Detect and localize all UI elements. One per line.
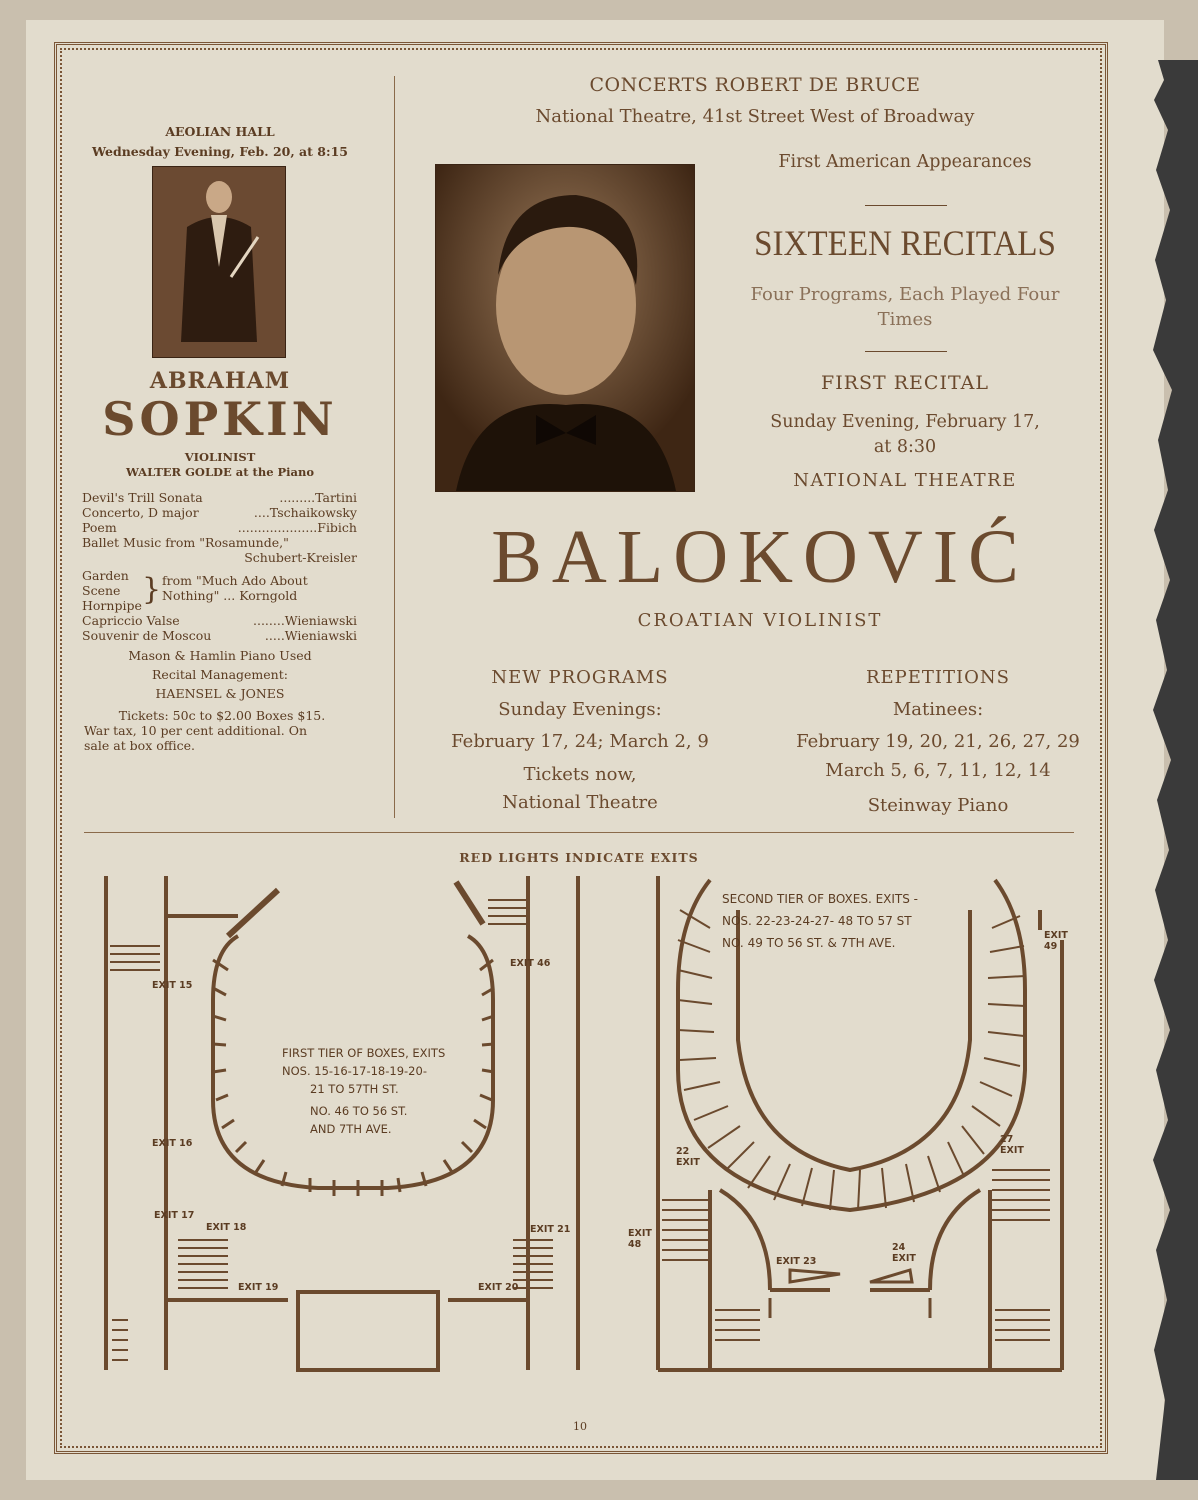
column-divider — [394, 76, 395, 818]
sopkin-piano: Mason & Hamlin Piano Used — [128, 648, 312, 663]
repetitions-title: REPETITIONS — [865, 667, 1010, 688]
exit-label: EXIT 20 — [478, 1282, 519, 1293]
sixteen-recitals-headline: SIXTEEN RECITALS — [754, 223, 1056, 263]
much-ado-line: Nothing" ... Korngold — [162, 588, 298, 603]
new-programs — [420, 662, 740, 816]
sopkin-management: HAENSEL & JONES — [155, 686, 285, 701]
divider — [865, 205, 947, 206]
program-composer: ........Wieniawski — [253, 613, 357, 628]
sopkin-last-name: SOPKIN — [102, 392, 338, 446]
sopkin-tickets-block — [84, 708, 360, 753]
sopkin-venue-block — [80, 122, 360, 162]
second-tier-line: NOS. 22-23-24-27- 48 TO 57 ST — [722, 914, 912, 928]
program-work: Capriccio Valse — [82, 613, 180, 628]
recital-date-2: at 8:30 — [873, 437, 937, 457]
first-recital: FIRST RECITAL — [821, 372, 989, 394]
first-tier-line: FIRST TIER OF BOXES, EXITS — [282, 1046, 446, 1060]
first-tier-line: 21 TO 57TH ST. — [310, 1082, 399, 1096]
exit-label: EXIT 18 — [206, 1222, 247, 1233]
exit-label: EXIT 21 — [530, 1224, 571, 1235]
first-appearances: First American Appearances — [778, 152, 1032, 172]
brace-icon: } — [142, 572, 162, 607]
page-number: 10 — [573, 1420, 587, 1433]
first-tier-line: NOS. 15-16-17-18-19-20- — [282, 1064, 427, 1078]
exit-label: 24 EXIT — [892, 1242, 916, 1264]
first-tier-note — [282, 1044, 462, 1138]
sopkin-first-name: ABRAHAM — [149, 368, 291, 394]
sopkin-tax-2: sale at box office. — [84, 738, 196, 753]
program-work: Poem — [82, 520, 117, 535]
program-row — [82, 505, 357, 520]
balokovic-name: BALOKOVIĆ — [491, 515, 1029, 599]
repetitions-1: Matinees: — [892, 699, 984, 720]
balokovic-venue: National Theatre, 41st Street West of Broadway — [535, 106, 975, 127]
balokovic-role: CROATIAN VIOLINIST — [637, 610, 883, 631]
exit-label: EXIT 49 — [1044, 930, 1068, 952]
new-programs-1: Sunday Evenings: — [498, 699, 662, 720]
garden-labels — [82, 568, 142, 613]
sopkin-accompanist: WALTER GOLDE at the Piano — [125, 465, 315, 479]
recital-date-1: Sunday Evening, February 17, — [770, 412, 1040, 432]
program-composer: ....................Fibich — [237, 520, 357, 535]
program-work: Souvenir de Moscou — [82, 628, 212, 643]
exit-label: EXIT 15 — [152, 980, 193, 991]
sopkin-management-label: Recital Management: — [152, 667, 288, 682]
exit-label: 22 EXIT — [676, 1146, 700, 1168]
second-tier-line: SECOND TIER OF BOXES. EXITS - — [722, 892, 919, 906]
program-row — [82, 613, 357, 628]
tickets-2: National Theatre — [502, 792, 658, 813]
program-row — [82, 520, 357, 535]
balokovic-presenter: CONCERTS ROBERT DE BRUCE — [589, 74, 921, 96]
exit-label: EXIT 48 — [628, 1228, 652, 1250]
sopkin-tickets: Tickets: 50c to $2.00 Boxes $15. — [118, 708, 326, 723]
section-divider — [84, 832, 1074, 833]
subhead-1: Four Programs, Each Played Four — [750, 284, 1060, 305]
exit-label: EXIT 46 — [510, 958, 551, 969]
subhead-2: Times — [877, 309, 933, 330]
sopkin-date: Wednesday Evening, Feb. 20, at 8:15 — [92, 144, 348, 159]
program-row — [82, 490, 357, 505]
repetitions-3: March 5, 6, 7, 11, 12, 14 — [825, 760, 1051, 781]
first-tier-line: NO. 46 TO 56 ST. — [310, 1104, 408, 1118]
exit-label: EXIT 17 — [154, 1210, 195, 1221]
sopkin-venue: AEOLIAN HALL — [165, 124, 275, 139]
sopkin-program — [82, 490, 357, 643]
much-ado-line: from "Much Ado About — [162, 573, 308, 588]
garden-line: Garden — [82, 568, 129, 583]
second-tier-note — [722, 888, 1002, 954]
program-work: Devil's Trill Sonata — [82, 490, 203, 505]
new-programs-2: February 17, 24; March 2, 9 — [451, 731, 709, 752]
much-ado — [162, 568, 357, 613]
subhead-block — [730, 282, 1080, 332]
sopkin-footer — [80, 646, 360, 703]
program-garden-group — [82, 568, 357, 613]
recital-date — [730, 410, 1080, 460]
divider — [865, 351, 947, 352]
repetitions-2: February 19, 20, 21, 26, 27, 29 — [796, 731, 1080, 752]
exit-label: 27 EXIT — [1000, 1134, 1024, 1156]
sopkin-tax-1: War tax, 10 per cent additional. On — [84, 723, 308, 738]
recital-venue: NATIONAL THEATRE — [793, 470, 1017, 491]
exit-label: EXIT 19 — [238, 1282, 279, 1293]
sopkin-role-block — [80, 450, 360, 480]
torn-edge — [1150, 60, 1198, 1480]
program-work: Ballet Music from "Rosamunde," — [82, 535, 289, 550]
exit-label: EXIT 16 — [152, 1138, 193, 1149]
program-composer: ....Tschaikowsky — [253, 505, 357, 520]
sopkin-role: VIOLINIST — [184, 450, 256, 464]
balokovic-piano: Steinway Piano — [867, 795, 1009, 816]
second-tier-line: NO. 49 TO 56 ST. & 7TH AVE. — [722, 936, 896, 950]
repetitions — [780, 662, 1096, 828]
program-composer: Schubert-Kreisler — [244, 550, 357, 565]
program-row — [82, 628, 357, 643]
sopkin-photo — [152, 166, 286, 358]
balokovic-photo — [435, 164, 695, 492]
plans-title: RED LIGHTS INDICATE EXITS — [459, 850, 699, 865]
garden-line: Scene — [82, 583, 121, 598]
garden-line: Hornpipe — [82, 598, 142, 613]
exit-label: EXIT 23 — [776, 1256, 817, 1267]
program-row — [82, 535, 357, 550]
program-work: Concerto, D major — [82, 505, 199, 520]
new-programs-title: NEW PROGRAMS — [491, 667, 669, 688]
program-row — [82, 550, 357, 565]
tickets-1: Tickets now, — [523, 764, 637, 785]
program-composer: .....Wieniawski — [264, 628, 357, 643]
program-composer: .........Tartini — [279, 490, 357, 505]
first-tier-line: AND 7TH AVE. — [310, 1122, 392, 1136]
